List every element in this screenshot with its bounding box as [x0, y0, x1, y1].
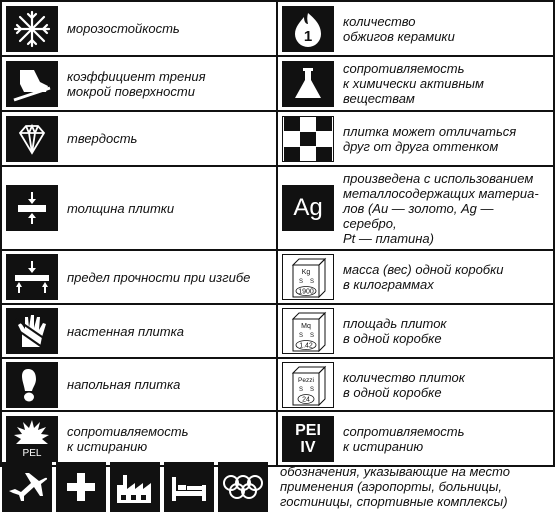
- legend-cell: [0, 251, 278, 303]
- table-row: [0, 251, 555, 305]
- legend-text: сопротивляемость к истиранию: [343, 423, 465, 454]
- legend-text: произведена с использованием металлосодержащих материа- лов (Au — золото, Ag — серебро, Pt — платина): [343, 170, 539, 246]
- flask-icon: [282, 61, 334, 107]
- legend-text: твердость: [67, 131, 138, 146]
- legend-text: сопротивляемость к химически активным веществам: [343, 61, 484, 106]
- legend-cell: [0, 167, 278, 249]
- abrasion-pel-icon: [6, 416, 58, 462]
- svg-text:Kg: Kg: [301, 269, 311, 276]
- svg-text:S: S: [310, 279, 315, 285]
- legend-text: количество плиток в одной коробке: [343, 369, 465, 400]
- diamond-icon: [6, 116, 58, 162]
- svg-text:PEL: PEL: [22, 447, 42, 459]
- factory-icon: [110, 462, 160, 512]
- application-icons: [0, 462, 268, 512]
- legend-cell: [0, 2, 278, 55]
- table-row: [0, 167, 555, 251]
- tile-thickness-icon: [6, 185, 58, 231]
- legend-cell: [278, 57, 555, 110]
- legend-cell: [0, 359, 278, 410]
- pei-icon-label: PEI IV: [295, 421, 321, 456]
- legend-text: плитка может отличаться друг от друга оттенком: [343, 123, 517, 154]
- legend-cell: [278, 251, 555, 303]
- table-row: [0, 305, 555, 359]
- legend-cell: [278, 359, 555, 410]
- legend-cell: [0, 57, 278, 110]
- cross-icon: [56, 462, 106, 512]
- svg-text:S: S: [299, 386, 304, 393]
- snowflake-icon: [6, 6, 58, 52]
- legend-cell: [0, 112, 278, 165]
- application-place-row: [0, 458, 555, 515]
- floor-tile-icon: [6, 362, 58, 408]
- legend-text: толщина плитки: [67, 200, 175, 216]
- olympic-rings-icon: [218, 462, 268, 512]
- application-text: обозначения, указывающие на место применения (аэропорты, больницы, гостиницы, спортивные комплексы): [280, 464, 510, 509]
- svg-text:1900: 1900: [298, 288, 314, 296]
- box-count-icon: [282, 362, 334, 408]
- legend-cell: [278, 2, 555, 55]
- legend-text: площадь плиток в одной коробке: [343, 316, 447, 346]
- svg-text:Pezzi: Pezzi: [298, 376, 314, 384]
- legend-text: морозостойкость: [67, 21, 180, 36]
- table-row: [0, 112, 555, 167]
- shade-variation-icon: [282, 116, 334, 162]
- legend-cell: [278, 305, 555, 357]
- legend-cell: [278, 112, 555, 165]
- box-weight-icon: [282, 254, 334, 300]
- legend-cell: [278, 167, 555, 249]
- abrasion-pei-icon: [282, 416, 334, 462]
- slippery-shoe-icon: [6, 61, 58, 107]
- svg-text:S: S: [299, 333, 304, 339]
- svg-text:Mq: Mq: [301, 323, 311, 330]
- legend-text: сопротивляемость к истиранию: [67, 423, 189, 454]
- metal-icon: [282, 185, 334, 231]
- table-row: [0, 57, 555, 112]
- svg-text:1.42: 1.42: [299, 342, 313, 350]
- svg-text:24: 24: [302, 396, 310, 403]
- table-row: [0, 2, 555, 57]
- svg-text:S: S: [299, 279, 304, 285]
- airplane-icon: [2, 462, 52, 512]
- box-area-icon: [282, 308, 334, 354]
- legend-text: масса (вес) одной коробки в килограммах: [343, 262, 504, 292]
- legend-text: предел прочности при изгибе: [67, 269, 251, 285]
- svg-text:S: S: [310, 333, 315, 339]
- svg-text:S: S: [310, 386, 315, 393]
- svg-text:1: 1: [303, 27, 313, 45]
- legend-cell: [0, 305, 278, 357]
- legend-text: настенная плитка: [67, 323, 184, 339]
- legend-text: коэффициент трения мокрой поверхности: [67, 68, 206, 99]
- firing-count-icon: [282, 6, 334, 52]
- table-row: [0, 359, 555, 412]
- bending-strength-icon: [6, 254, 58, 300]
- wall-tile-icon: [6, 308, 58, 354]
- metal-icon-label: Ag: [293, 194, 323, 221]
- legend-text: количество обжигов керамики: [343, 13, 455, 44]
- bed-icon: [164, 462, 214, 512]
- legend-text: напольная плитка: [67, 377, 181, 392]
